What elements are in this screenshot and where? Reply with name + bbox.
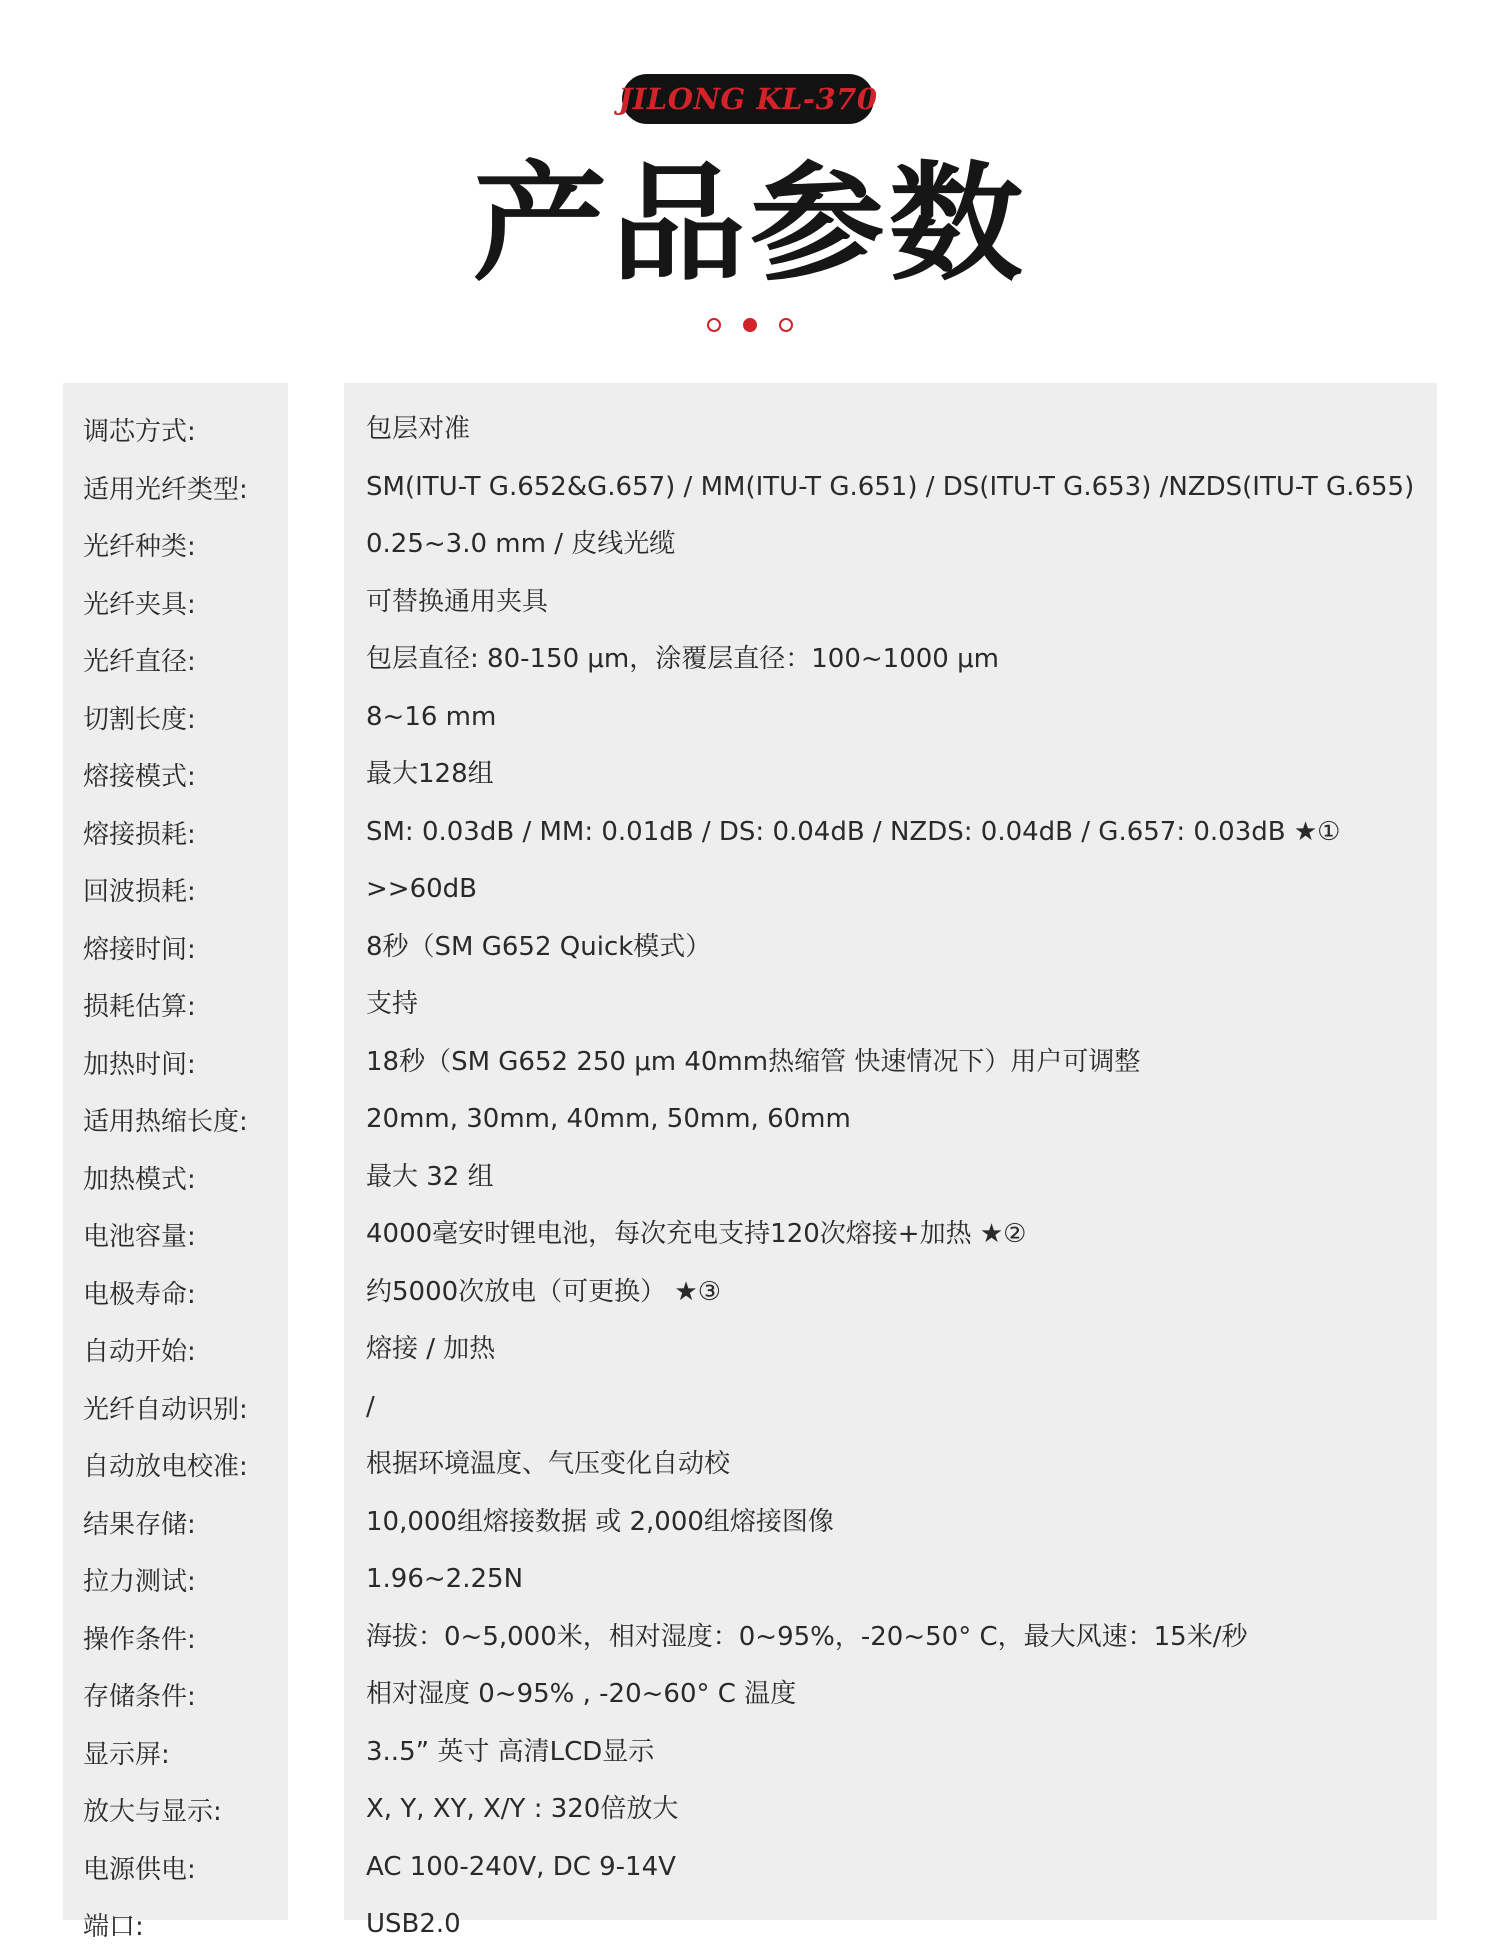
spec-value: 约5000次放电（可更换） ★③: [366, 1277, 722, 1307]
spec-label: 适用热缩长度:: [83, 1107, 248, 1137]
spec-label: 自动放电校准:: [83, 1452, 248, 1482]
spec-value: /: [366, 1392, 375, 1422]
spec-value: 3..5” 英寸 高清LCD显示: [366, 1737, 655, 1767]
spec-value: 8~16 mm: [366, 702, 497, 732]
spec-value: 可替换通用夹具: [366, 587, 549, 617]
spec-label: 回波损耗:: [83, 877, 196, 907]
spec-value: 包层对准: [366, 414, 471, 444]
carousel-indicator: [0, 318, 1500, 332]
spec-label: 光纤自动识别:: [83, 1395, 248, 1425]
spec-label: 操作条件:: [83, 1625, 196, 1655]
spec-label: 光纤种类:: [83, 532, 196, 562]
spec-value: 4000毫安时锂电池，每次充电支持120次熔接+加热 ★②: [366, 1219, 1027, 1249]
spec-label: 放大与显示:: [83, 1797, 222, 1827]
spec-label: 电池容量:: [83, 1222, 196, 1252]
spec-label: 熔接损耗:: [83, 820, 196, 850]
spec-label: 电源供电:: [83, 1855, 196, 1885]
spec-label: 加热模式:: [83, 1165, 196, 1195]
spec-value: SM(ITU-T G.652&G.657) / MM(ITU-T G.651) / DS(ITU-T G.653) /NZDS(ITU-T G.655): [366, 472, 1415, 502]
model-badge-text: JILONG KL-370: [618, 82, 878, 116]
spec-value: 相对湿度 0~95% , -20~60° C 温度: [366, 1679, 797, 1709]
spec-label: 拉力测试:: [83, 1567, 196, 1597]
spec-label: 调芯方式:: [83, 417, 196, 447]
spec-label: 光纤夹具:: [83, 590, 196, 620]
spec-label: 端口:: [83, 1912, 144, 1942]
spec-value: 1.96~2.25N: [366, 1564, 524, 1594]
spec-value: 18秒（SM G652 250 μm 40mm热缩管 快速情况下）用户可调整: [366, 1047, 1141, 1077]
spec-label: 熔接模式:: [83, 762, 196, 792]
model-badge: [618, 74, 878, 124]
spec-value: 根据环境温度、气压变化自动校: [366, 1449, 731, 1479]
spec-label: 损耗估算:: [83, 992, 196, 1022]
spec-value: AC 100-240V, DC 9-14V: [366, 1852, 676, 1882]
carousel-dot: [743, 318, 757, 332]
spec-label: 存储条件:: [83, 1682, 196, 1712]
spec-value: 包层直径: 80-150 μm，涂覆层直径：100~1000 μm: [366, 644, 999, 674]
spec-value: 20mm, 30mm, 40mm, 50mm, 60mm: [366, 1104, 851, 1134]
spec-value: 最大 32 组: [366, 1162, 494, 1192]
spec-value: 海拔：0~5,000米，相对湿度：0~95%，-20~50° C，最大风速：15米/秒: [366, 1622, 1248, 1652]
spec-value: SM: 0.03dB / MM: 0.01dB / DS: 0.04dB / NZDS: 0.04dB / G.657: 0.03dB ★①: [366, 817, 1341, 847]
spec-label: 显示屏:: [83, 1740, 170, 1770]
spec-value: 0.25~3.0 mm / 皮线光缆: [366, 529, 676, 559]
spec-label: 自动开始:: [83, 1337, 196, 1367]
spec-value: X, Y, XY, X/Y : 320倍放大: [366, 1794, 679, 1824]
spec-label: 加热时间:: [83, 1050, 196, 1080]
carousel-dot: [779, 318, 793, 332]
spec-value: USB2.0: [366, 1909, 461, 1939]
page-title: 产品参数: [472, 150, 1028, 299]
spec-label: 电极寿命:: [83, 1280, 196, 1310]
spec-label: 适用光纤类型:: [83, 475, 248, 505]
spec-value: 10,000组熔接数据 或 2,000组熔接图像: [366, 1507, 834, 1537]
spec-label: 切割长度:: [83, 705, 196, 735]
carousel-dot: [707, 318, 721, 332]
spec-value: 熔接 / 加热: [366, 1334, 496, 1364]
spec-label: 熔接时间:: [83, 935, 196, 965]
spec-value: >>60dB: [366, 874, 477, 904]
spec-value: 8秒（SM G652 Quick模式）: [366, 932, 712, 962]
spec-value: 最大128组: [366, 759, 494, 789]
spec-label: 结果存储:: [83, 1510, 196, 1540]
spec-label: 光纤直径:: [83, 647, 196, 677]
spec-value: 支持: [366, 989, 419, 1019]
